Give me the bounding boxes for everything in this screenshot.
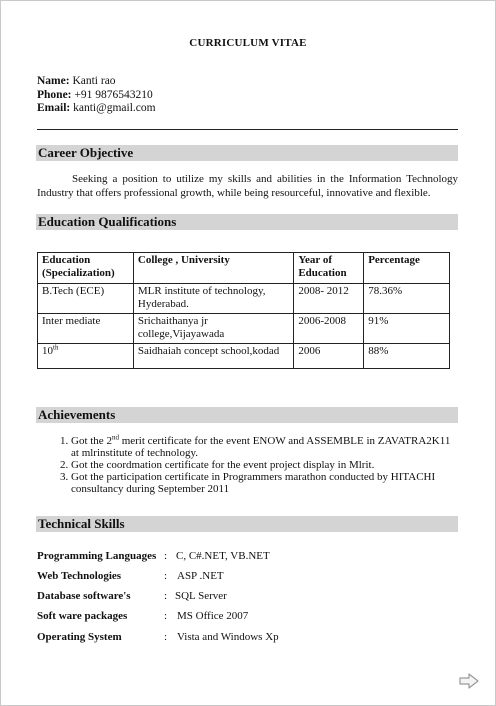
skill-value: ASP .NET xyxy=(177,570,224,582)
table-header-row xyxy=(38,253,450,284)
skill-value: C, C#.NET, VB.NET xyxy=(176,550,270,562)
column-header: Percentage xyxy=(364,253,450,284)
table-cell: 2008- 2012 xyxy=(294,284,364,314)
achievement-superscript: nd xyxy=(111,433,119,442)
contact-email xyxy=(37,102,156,116)
table-cell: 91% xyxy=(364,314,450,344)
table-cell: 2006-2008 xyxy=(294,314,364,344)
table-cell: Inter mediate xyxy=(38,314,134,344)
document-title: CURRICULUM VITAE xyxy=(189,37,307,49)
skill-label: Database software's xyxy=(37,590,131,602)
email-label: Email: xyxy=(37,102,71,114)
phone-label: Phone: xyxy=(37,88,72,101)
achievements-heading: Achievements xyxy=(36,407,458,423)
contact-phone xyxy=(37,89,156,103)
phone-value: +91 9876543210 xyxy=(71,88,153,101)
skill-value: SQL Server xyxy=(175,590,227,602)
table-cell: Saidhaiah concept school,kodad xyxy=(133,344,293,369)
achievement-text: Got the participation certificate in Programmers marathon conducted by HITACHI consultancy during September 2011 xyxy=(71,471,436,495)
skill-colon: : xyxy=(164,610,168,622)
career-objective-text: Seeking a position to utilize my skills and abilities in the Information Technology Industry that offers professional growth, while being resourceful, innovative and flexible. xyxy=(37,173,458,199)
table-cell: 88% xyxy=(364,344,450,369)
career-objective-heading: Career Objective xyxy=(36,145,458,161)
education-table xyxy=(37,252,450,369)
skill-colon: : xyxy=(164,631,168,643)
list-item xyxy=(71,459,451,471)
table-cell xyxy=(38,344,134,369)
skill-colon: : xyxy=(164,550,168,562)
skill-value: MS Office 2007 xyxy=(177,610,249,622)
table-cell: B.Tech (ECE) xyxy=(38,284,134,314)
skill-label: Soft ware packages xyxy=(37,610,128,622)
contact-block xyxy=(37,75,156,116)
degree-text: 10 xyxy=(42,345,53,357)
achievements-list xyxy=(37,435,451,495)
column-header: Year of Education xyxy=(294,253,364,284)
table-row xyxy=(38,314,450,344)
table-cell: MLR institute of technology, Hyderabad. xyxy=(133,284,293,314)
technical-skills-heading: Technical Skills xyxy=(36,516,458,532)
skill-colon: : xyxy=(164,570,168,582)
name-label: Name: xyxy=(37,75,70,87)
contact-name xyxy=(37,75,156,89)
skill-label: Programming Languages xyxy=(37,550,157,562)
skill-label: Web Technologies xyxy=(37,570,122,582)
name-value: Kanti rao xyxy=(69,75,116,87)
achievement-text: Got the 2 xyxy=(71,435,112,447)
column-header: Education (Specialization) xyxy=(38,253,134,284)
arrow-right-icon[interactable] xyxy=(458,672,480,690)
column-header: College , University xyxy=(133,253,293,284)
skill-label: Operating System xyxy=(37,631,122,643)
achievement-text: Got the coordmation certificate for the event project display in Mlrit. xyxy=(71,459,375,471)
table-row xyxy=(38,284,450,314)
table-cell: 2006 xyxy=(294,344,364,369)
table-cell: Srichaithanya jr college,Vijayawada xyxy=(133,314,293,344)
table-cell: 78.36% xyxy=(364,284,450,314)
table-row xyxy=(38,344,450,369)
header-divider xyxy=(37,129,458,130)
email-value: kanti@gmail.com xyxy=(70,102,156,114)
education-heading: Education Qualifications xyxy=(36,214,458,230)
list-item xyxy=(71,435,451,459)
degree-superscript: th xyxy=(53,343,59,352)
skill-value: Vista and Windows Xp xyxy=(177,631,279,643)
list-item xyxy=(71,471,451,495)
skill-colon: : xyxy=(164,590,168,602)
achievement-text-tail: merit certificate for the event ENOW and ASSEMBLE in ZAVATRA2K11 at mlrinstitute of technology. xyxy=(71,435,451,459)
